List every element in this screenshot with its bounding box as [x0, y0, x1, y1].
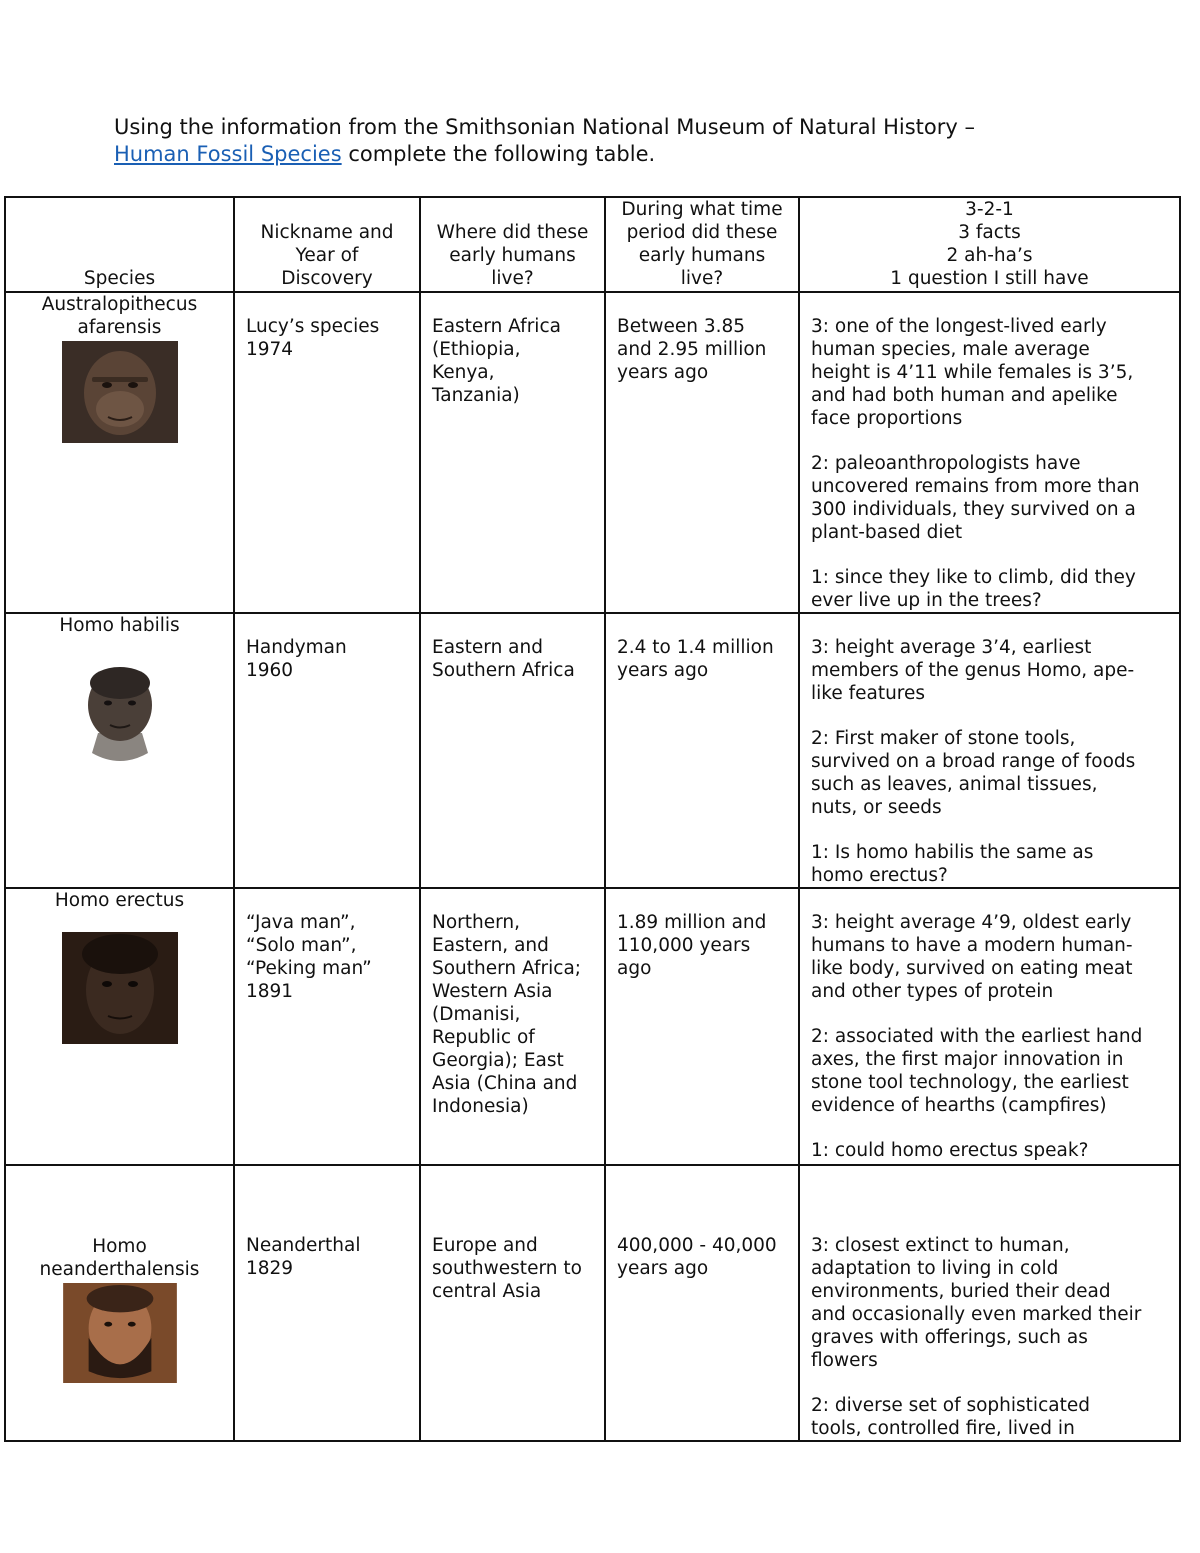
header-where: Where did these early humans live?	[420, 197, 605, 292]
where-cell: Europe and southwestern to central Asia	[420, 1165, 605, 1441]
species-cell: Homo neanderthalensis	[5, 1165, 234, 1441]
table-row	[5, 888, 1180, 1165]
fact-2: 2: associated with the earliest hand axes, the first major innovation in stone tool technology, the earliest evidence of hearths (campfires)	[811, 1026, 1143, 1116]
hominin-head-icon	[62, 932, 178, 1044]
hominin-head-icon	[62, 341, 178, 443]
instructions	[114, 114, 1174, 168]
facts-cell	[799, 888, 1180, 1165]
facts-cell	[799, 1165, 1180, 1441]
table-row	[5, 1165, 1180, 1441]
when-cell: 2.4 to 1.4 million years ago	[605, 613, 799, 888]
when-cell: 1.89 million and 110,000 years ago	[605, 888, 799, 1165]
fact-1: 1: could homo erectus speak?	[811, 1140, 1089, 1161]
nickname-cell: Neanderthal 1829	[234, 1165, 420, 1441]
instructions-text-end: complete the following table.	[341, 142, 656, 166]
fact-3: 3: height average 4’9, oldest early humans to have a modern human- like body, survived on eating meat and other types of protein	[811, 912, 1133, 1002]
species-table	[4, 196, 1181, 1442]
where-cell: Northern, Eastern, and Southern Africa; Western Asia (Dmanisi, Republic of Georgia); East Asia (China and Indonesia)	[420, 888, 605, 1165]
fact-3: 3: height average 3’4, earliest members of the genus Homo, ape- like features	[811, 637, 1135, 704]
species-cell: Homo habilis	[5, 613, 234, 888]
header-when: During what time period did these early humans live?	[605, 197, 799, 292]
facts-cell	[799, 613, 1180, 888]
table-row	[5, 613, 1180, 888]
facts-cell	[799, 292, 1180, 613]
fact-3: 3: one of the longest-lived early human species, male average height is 4’11 while females is 3’5, and had both human and apelike face proportions	[811, 316, 1134, 429]
hominin-head-icon	[62, 1283, 178, 1383]
header-species: Species	[5, 197, 234, 292]
nickname-cell: Handyman 1960	[234, 613, 420, 888]
fact-3: 3: closest extinct to human, adaptation to living in cold environments, buried their dead and occasionally even marked their graves with offerings, such as flowers	[811, 1235, 1142, 1371]
human-fossil-species-link[interactable]: Human Fossil Species	[114, 142, 342, 166]
species-cell: Australopithecus afarensis	[5, 292, 234, 613]
fact-2: 2: paleoanthropologists have uncovered remains from more than 300 individuals, they survived on a plant-based diet	[811, 453, 1140, 543]
species-cell: Homo erectus	[5, 888, 234, 1165]
where-cell: Eastern Africa (Ethiopia, Kenya, Tanzania)	[420, 292, 605, 613]
nickname-cell: Lucy’s species 1974	[234, 292, 420, 613]
where-cell: Eastern and Southern Africa	[420, 613, 605, 888]
table-row	[5, 292, 1180, 613]
fact-2: 2: diverse set of sophisticated tools, controlled fire, lived in	[811, 1395, 1090, 1439]
when-cell: Between 3.85 and 2.95 million years ago	[605, 292, 799, 613]
header-facts: 3-2-1 3 facts 2 ah-ha’s 1 question I still have	[799, 197, 1180, 292]
fact-2: 2: First maker of stone tools, survived on a broad range of foods such as leaves, animal tissues, nuts, or seeds	[811, 728, 1136, 818]
header-nickname: Nickname and Year of Discovery	[234, 197, 420, 292]
nickname-cell: “Java man”, “Solo man”, “Peking man” 1891	[234, 888, 420, 1165]
when-cell: 400,000 - 40,000 years ago	[605, 1165, 799, 1441]
header-row	[5, 197, 1180, 292]
instructions-text: Using the information from the Smithsonian National Museum of Natural History –	[114, 115, 975, 139]
fact-1: 1: since they like to climb, did they ever live up in the trees?	[811, 567, 1136, 611]
hominin-head-icon	[62, 657, 178, 769]
fact-1: 1: Is homo habilis the same as homo erectus?	[811, 842, 1094, 886]
